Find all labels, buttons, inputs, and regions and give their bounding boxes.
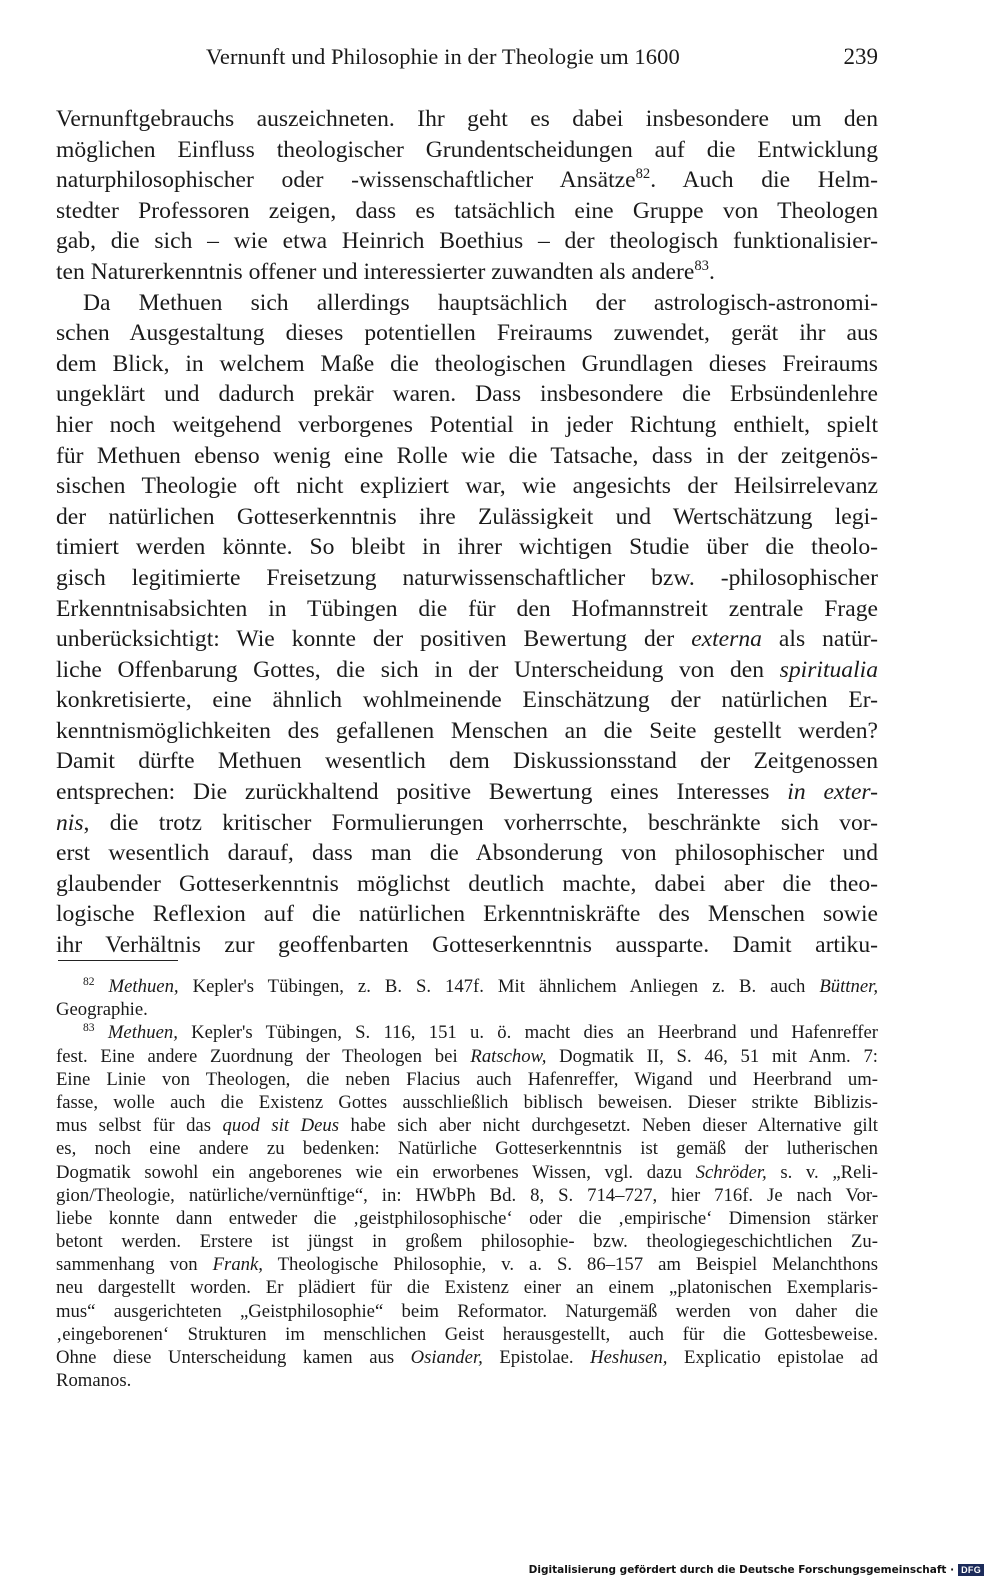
text-run: entsprechen: Die zurückhaltend positive Bewertung eines Interesses xyxy=(56,779,788,806)
text-run: stedter Professoren zeigen, dass es tatsächlich eine Gruppe von Theologen xyxy=(56,197,878,224)
text-run: fest. Eine andere Zuordnung der Theologen bei xyxy=(56,1045,471,1067)
text-run: glaubender Gotteserkenntnis möglichst deutlich machte, dabei aber die theo- xyxy=(56,870,878,897)
body-line xyxy=(56,624,878,655)
author-name: Frank, xyxy=(212,1254,263,1276)
body-line xyxy=(56,655,878,686)
text-run: es, noch eine andere zu bedenken: Natürliche Gotteserkenntnis ist gemäß der lutherischen xyxy=(56,1138,878,1160)
footnote-line xyxy=(56,1161,878,1184)
text-run: Eine Linie von Theologen, die neben Flacius auch Hafenreffer, Wigand und Heerbrand um- xyxy=(56,1068,878,1090)
footnote-line xyxy=(56,1184,878,1207)
text-run: der natürlichen Gotteserkenntnis ihre Zulässigkeit und Wertschätzung legi- xyxy=(56,503,878,530)
running-head xyxy=(56,44,878,78)
italic-term: externa xyxy=(691,626,762,653)
latin-phrase: quod sit Deus xyxy=(222,1115,339,1137)
text-run: , die trotz kritischer Formulierungen vorherrschte, beschränkte sich vor- xyxy=(83,809,878,836)
text-run: timiert werden könnte. So bleibt in ihrer wichtigen Studie über die theolo- xyxy=(56,534,878,561)
text-run: sischen Theologie oft nicht expliziert war, wie angesichts der Heilsirrelevanz xyxy=(56,473,878,500)
text-run: möglichen Einfluss theologischer Grundentscheidungen auf die Entwicklung xyxy=(56,136,878,163)
text-run: gab, die sich – wie etwa Heinrich Boethius – der theologisch funktionalisier- xyxy=(56,228,878,255)
footnote-line xyxy=(56,1276,878,1299)
body-line xyxy=(56,532,878,563)
text-run: liebe konnte dann entweder die ‚geistphilosophische‘ oder die ‚empirische‘ Dimension stärker xyxy=(56,1207,878,1229)
footnote-line xyxy=(56,975,878,998)
body-line xyxy=(56,838,878,869)
footnote-line xyxy=(56,1207,878,1230)
footnote-line xyxy=(56,1021,878,1044)
text-run: Romanos. xyxy=(56,1370,132,1392)
footnote-line xyxy=(56,1091,878,1114)
running-title: Vernunft und Philosophie in der Theologie um 1600 xyxy=(206,44,680,69)
italic-term: nis xyxy=(56,809,84,836)
text-run: Vernunftgebrauchs auszeichneten. Ihr geht es dabei insbesondere um den xyxy=(56,106,878,132)
text-run: Theologische Philosophie, v. a. S. 86–157 am Beispiel Melanchthons xyxy=(262,1254,878,1276)
text-run: . xyxy=(708,258,715,285)
page-number: 239 xyxy=(843,44,878,69)
text-run: hier noch weitgehend verborgenes Potential in jeder Richtung enthielt, spielt xyxy=(56,411,878,438)
body-line xyxy=(56,471,878,502)
text-run: als natür- xyxy=(761,626,878,653)
text-run: fasse, wolle auch die Existenz Gottes ausschließlich biblisch beweisen. Dieser strikte Biblizis- xyxy=(56,1091,878,1113)
text-run xyxy=(95,976,109,997)
footnote-line xyxy=(56,1230,878,1253)
body-line xyxy=(56,869,878,900)
funding-notice-text: Digitalisierung gefördert durch die Deutsche Forschungsgemeinschaft · xyxy=(528,1564,955,1576)
italic-term: spiritualia xyxy=(779,656,878,683)
text-run: Kepler's Tübingen, z. B. S. 147f. Mit ähnlichem Anliegen z. B. auch xyxy=(178,976,820,997)
text-run: liche Offenbarung Gottes, die sich in der Unterscheidung von den xyxy=(56,656,780,683)
footnote-line xyxy=(56,1300,878,1323)
text-run: . Auch die Helm- xyxy=(650,167,878,194)
body-line xyxy=(56,196,878,227)
author-name: Ratschow, xyxy=(470,1045,547,1067)
text-run: ungeklärt und dadurch prekär waren. Dass insbesondere die Erbsündenlehre xyxy=(56,381,878,408)
text-run: naturphilosophischer oder -wissenschaftlicher Ansätze xyxy=(56,167,636,194)
footnote-line xyxy=(56,998,878,1021)
italic-term: in exter- xyxy=(787,779,878,806)
author-name: Heshusen, xyxy=(590,1347,668,1368)
text-run: neu dargestellt worden. Er plädiert für die Existenz einer an einem „platonischen Exemplaris- xyxy=(56,1277,878,1299)
footnote-number: 82 xyxy=(83,974,95,988)
text-run xyxy=(95,1022,108,1043)
dfg-logo: DFG xyxy=(958,1564,984,1576)
body-line xyxy=(56,502,878,533)
body-line xyxy=(56,318,878,349)
text-run: Erkenntnisabsichten in Tübingen die für den Hofmannstreit zentrale Frage xyxy=(56,595,878,622)
author-name: Osiander, xyxy=(410,1347,483,1368)
text-run: schen Ausgestaltung dieses potentiellen Freiraums zuwendet, gerät ihr aus xyxy=(56,320,878,347)
text-run: für Methuen ebenso wenig eine Rolle wie die Tatsache, dass in der zeitgenös- xyxy=(56,442,878,469)
text-run: mus“ ausgerichteten „Geistphilosophie“ beim Reformator. Naturgemäß werden von daher die xyxy=(56,1300,878,1322)
author-name: Schröder, xyxy=(695,1161,767,1183)
footnote-line xyxy=(56,1346,878,1369)
body-line xyxy=(56,349,878,380)
footnote-line xyxy=(56,1068,878,1091)
body-line xyxy=(56,226,878,257)
text-run: Dogmatik II, S. 46, 51 mit Anm. 7: xyxy=(546,1045,878,1067)
funding-notice xyxy=(529,1562,984,1578)
text-run: unberücksichtigt: Wie konnte der positiven Bewertung der xyxy=(56,626,692,653)
text-run: Epistolae. xyxy=(482,1347,591,1368)
footnote-ref[interactable]: 83 xyxy=(694,258,709,275)
text-run: logische Reflexion auf die natürlichen Erkenntniskräfte des Menschen sowie xyxy=(56,901,878,928)
text-run: mus selbst für das xyxy=(56,1115,223,1137)
body-line xyxy=(56,899,878,930)
text-run: kenntnismöglichkeiten des gefallenen Menschen an die Seite gestellt werden? xyxy=(56,717,878,744)
body-line xyxy=(56,808,878,839)
text-run: habe sich aber nicht durchgesetzt. Neben dieser Alternative gilt xyxy=(338,1115,879,1137)
text-run: ten Naturerkenntnis offener und interessierter zuwandten als andere xyxy=(56,258,695,285)
text-run: Damit dürfte Methuen wesentlich dem Diskussionsstand der Zeitgenossen xyxy=(56,748,878,775)
author-name: Methuen, xyxy=(108,976,179,997)
body-line xyxy=(56,379,878,410)
footnote-divider xyxy=(58,960,178,961)
text-run: Kepler's Tübingen, S. 116, 151 u. ö. macht dies an Heerbrand und Hafenreffer xyxy=(177,1022,878,1044)
footnote-line xyxy=(56,1114,878,1137)
text-run: sammenhang von xyxy=(56,1254,213,1276)
text-run: Dogmatik sowohl ein angeborenes wie ein erworbenes Wissen, vgl. dazu xyxy=(56,1161,696,1183)
body-line xyxy=(56,410,878,441)
text-run: konkretisierte, eine ähnlich wohlmeinende Einschätzung der natürlichen Er- xyxy=(56,687,878,714)
footnote-line xyxy=(56,1045,878,1068)
text-run: Da Methuen sich allerdings hauptsächlich der astrologisch-astronomi- xyxy=(83,289,878,316)
footnote-number: 83 xyxy=(83,1021,95,1035)
body-text xyxy=(56,104,878,961)
text-run: s. v. „Reli- xyxy=(766,1161,879,1183)
body-line xyxy=(56,777,878,808)
text-run: ‚eingeborenen‘ Strukturen im menschlichen Geist herausgestellt, auch für die Gottesbeweise. xyxy=(56,1323,878,1345)
text-run: gisch legitimierte Freisetzung naturwissenschaftlicher bzw. -philosophischer xyxy=(56,564,878,591)
author-name: Büttner, xyxy=(819,976,878,997)
text-run: dem Blick, in welchem Maße die theologischen Grundlagen dieses Freiraums xyxy=(56,350,878,377)
text-run: Geographie. xyxy=(56,999,148,1021)
body-line xyxy=(56,716,878,747)
body-line xyxy=(56,685,878,716)
text-run: betont werden. Erstere ist jüngst in großem philosophie- bzw. theologiegeschichtlichen Zu- xyxy=(56,1231,878,1253)
author-name: Methuen, xyxy=(107,1022,178,1044)
footnotes xyxy=(56,975,878,1392)
footnote-ref[interactable]: 82 xyxy=(635,166,651,183)
text-run: gion/Theologie, natürliche/vernünftige“, in: HWbPh Bd. 8, S. 714–727, hier 716f. Je nach Vor- xyxy=(56,1184,878,1206)
body-line xyxy=(56,563,878,594)
body-line xyxy=(56,594,878,625)
text-run: ihr Verhältnis zur geoffenbarten Gotteserkenntnis aussparte. Damit artiku- xyxy=(56,932,878,959)
body-line xyxy=(56,135,878,166)
footnote-line xyxy=(56,1137,878,1160)
footnote-line xyxy=(56,1369,878,1392)
body-line xyxy=(56,930,878,961)
text-run: Explicatio epistolae ad xyxy=(667,1347,878,1368)
body-line xyxy=(56,165,878,196)
body-line xyxy=(56,441,878,472)
body-line xyxy=(56,257,878,288)
text-run: erst wesentlich darauf, dass man die Absonderung von philosophischer und xyxy=(56,840,878,867)
text-run: Ohne diese Unterscheidung kamen aus xyxy=(56,1347,411,1368)
body-line xyxy=(56,746,878,777)
footnote-line xyxy=(56,1253,878,1276)
body-line xyxy=(56,104,878,135)
body-line xyxy=(56,288,878,319)
footnote-line xyxy=(56,1323,878,1346)
